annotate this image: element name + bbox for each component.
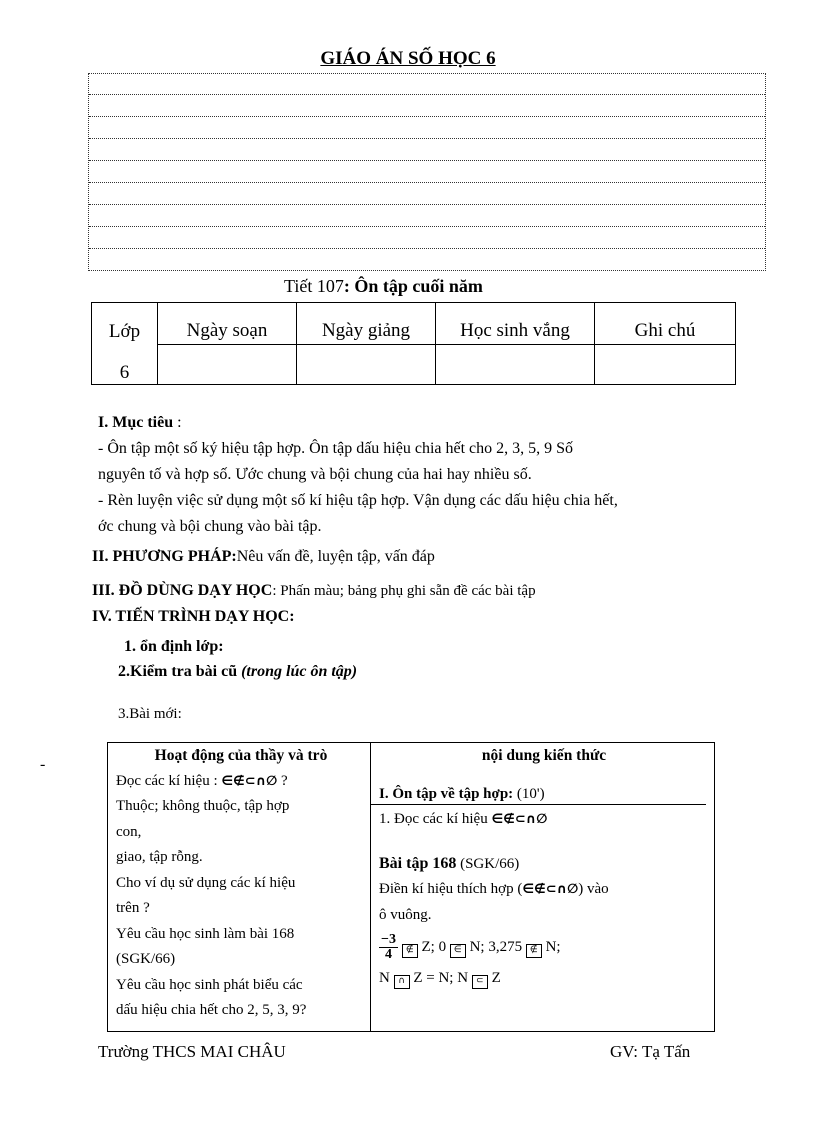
objective-line: nguyên tố và hợp số. Ước chung và bội chung của hai hay nhiều số.: [98, 466, 532, 483]
procedure-label: IV. TIẾN TRÌNH DẠY HỌC:: [92, 608, 295, 625]
objective-line: ớc chung và bội chung vào bài tập.: [98, 518, 322, 535]
content-column: [379, 743, 709, 992]
exercise-row-1: $\frac{-3}{4}$ ∉ Z; 0 ∈ N; 3,275 ∉ N;: [381, 932, 561, 963]
objective-line: - Ôn tập một số ký hiệu tập hợp. Ôn tập dấu hiệu chia hết cho 2, 3, 5, 9 Số: [98, 440, 574, 457]
step-2: 2.Kiểm tra bài cũ (trong lúc ôn tập): [118, 663, 358, 680]
dotted-line: [89, 160, 765, 161]
exercise-instruction: Điền kí hiệu thích hợp (∈∉⊂∩∅) vào: [379, 881, 609, 897]
objectives-section: I. Mục tiêu : - Ôn tập một số ký hiệu tập hợp. Ôn tập dấu hiệu chia hết cho 2, 3, 5, 9 Số nguyên tố và hợp số. Ước chung và bội chung của hai hay nhiều số. - Rèn luyện việc sử dụng một số kí hiệu tập hợp. Vận dụng các dấu hiệu chia hết, ớc chung và bội chung vào bài tập.: [98, 410, 758, 540]
objectives-label: I. Mục tiêu: [98, 414, 174, 431]
left-line: trên ?: [116, 900, 150, 916]
read-symbols-line: 1. Đọc các kí hiệu ∈∉⊂∩∅: [379, 811, 548, 827]
cell-notes: [595, 345, 736, 385]
dotted-line: [89, 116, 765, 117]
method-text: Nêu vấn đề, luyện tập, vấn đáp: [236, 548, 435, 565]
header-absent: Học sinh vắng: [436, 303, 595, 345]
left-line: (SGK/66): [116, 951, 176, 967]
left-line: dấu hiệu chia hết cho 2, 5, 3, 9?: [116, 1002, 307, 1018]
activity-table: [107, 742, 715, 1032]
header-teach-date: Ngày giảng: [297, 303, 436, 345]
answer-box[interactable]: ∉: [402, 944, 418, 958]
dotted-line: [89, 138, 765, 139]
section-heading: I. Ôn tập về tập hợp: (10'): [379, 785, 545, 802]
answer-box[interactable]: ∉: [526, 944, 542, 958]
cell-absent: [436, 345, 595, 385]
left-line: con,: [116, 823, 142, 840]
left-line: Đọc các kí hiệu : ∈∉⊂∩∅ ?: [116, 772, 288, 789]
cell-prep-date: [158, 345, 297, 385]
exercise-instruction-cont: ô vuông.: [379, 906, 432, 923]
answer-box[interactable]: ⊂: [472, 975, 488, 989]
dotted-line: [89, 204, 765, 205]
exercise-title: Bài tập 168 (SGK/66): [379, 854, 520, 872]
footer-school: Trường THCS MAI CHÂU: [98, 1042, 286, 1061]
materials-text: : Phấn màu; bảng phụ ghi sẵn đề các bài tập: [272, 583, 536, 599]
materials-label: III. ĐỒ DÙNG DẠY HỌC: [92, 582, 273, 599]
dotted-line: [89, 248, 765, 249]
fraction: $\frac{-3}{4}$: [381, 932, 396, 963]
left-line: Yêu cầu học sinh phát biểu các: [116, 976, 303, 993]
right-header: nội dung kiến thức: [481, 747, 607, 764]
side-mark: -: [40, 756, 46, 773]
dotted-line: [89, 226, 765, 227]
cell-class: 6: [92, 345, 158, 385]
dotted-line: [89, 182, 765, 183]
left-header: Hoạt động của thầy và trò: [154, 747, 328, 764]
answer-box[interactable]: ∈: [450, 944, 466, 958]
left-line: Cho ví dụ sử dụng các kí hiệu: [116, 874, 296, 891]
left-line: Thuộc; không thuộc, tập hợp: [116, 798, 290, 814]
header-notes: Ghi chú: [595, 303, 736, 345]
lesson-number: Tiết 107: [284, 276, 344, 296]
procedure-section: [92, 604, 772, 630]
left-line: giao, tập rỗng.: [116, 849, 203, 865]
materials-section: [92, 578, 772, 604]
step-3: 3.Bài mới:: [118, 706, 182, 722]
exercise-row-2: N ∩ Z = N; N ⊂ Z: [379, 966, 709, 992]
column-divider: [370, 743, 371, 1031]
footer-teacher: GV: Tạ Tấn: [610, 1042, 691, 1061]
lesson-heading: [284, 276, 483, 297]
method-label: II. PHƯƠNG PHÁP:: [92, 548, 237, 565]
lesson-name: : Ôn tập cuối năm: [343, 276, 483, 296]
step-1: 1. ổn định lớp:: [124, 638, 224, 655]
answer-box[interactable]: ∩: [394, 975, 410, 989]
left-line: Yêu cầu học sinh làm bài 168: [116, 925, 295, 942]
objective-line: - Rèn luyện việc sử dụng một số kí hiệu tập hợp. Vận dụng các dấu hiệu chia hết,: [98, 492, 618, 509]
class-info-table: [91, 302, 736, 385]
dotted-line: [89, 94, 765, 95]
header-prep-date: Ngày soạn: [158, 303, 297, 345]
dotted-notes-box: [88, 73, 766, 271]
cell-teach-date: [297, 345, 436, 385]
method-section: [92, 544, 772, 570]
teacher-student-column: [116, 743, 366, 1024]
header-class: Lớp: [92, 303, 158, 345]
page-title: GIÁO ÁN SỐ HỌC 6: [320, 48, 496, 69]
